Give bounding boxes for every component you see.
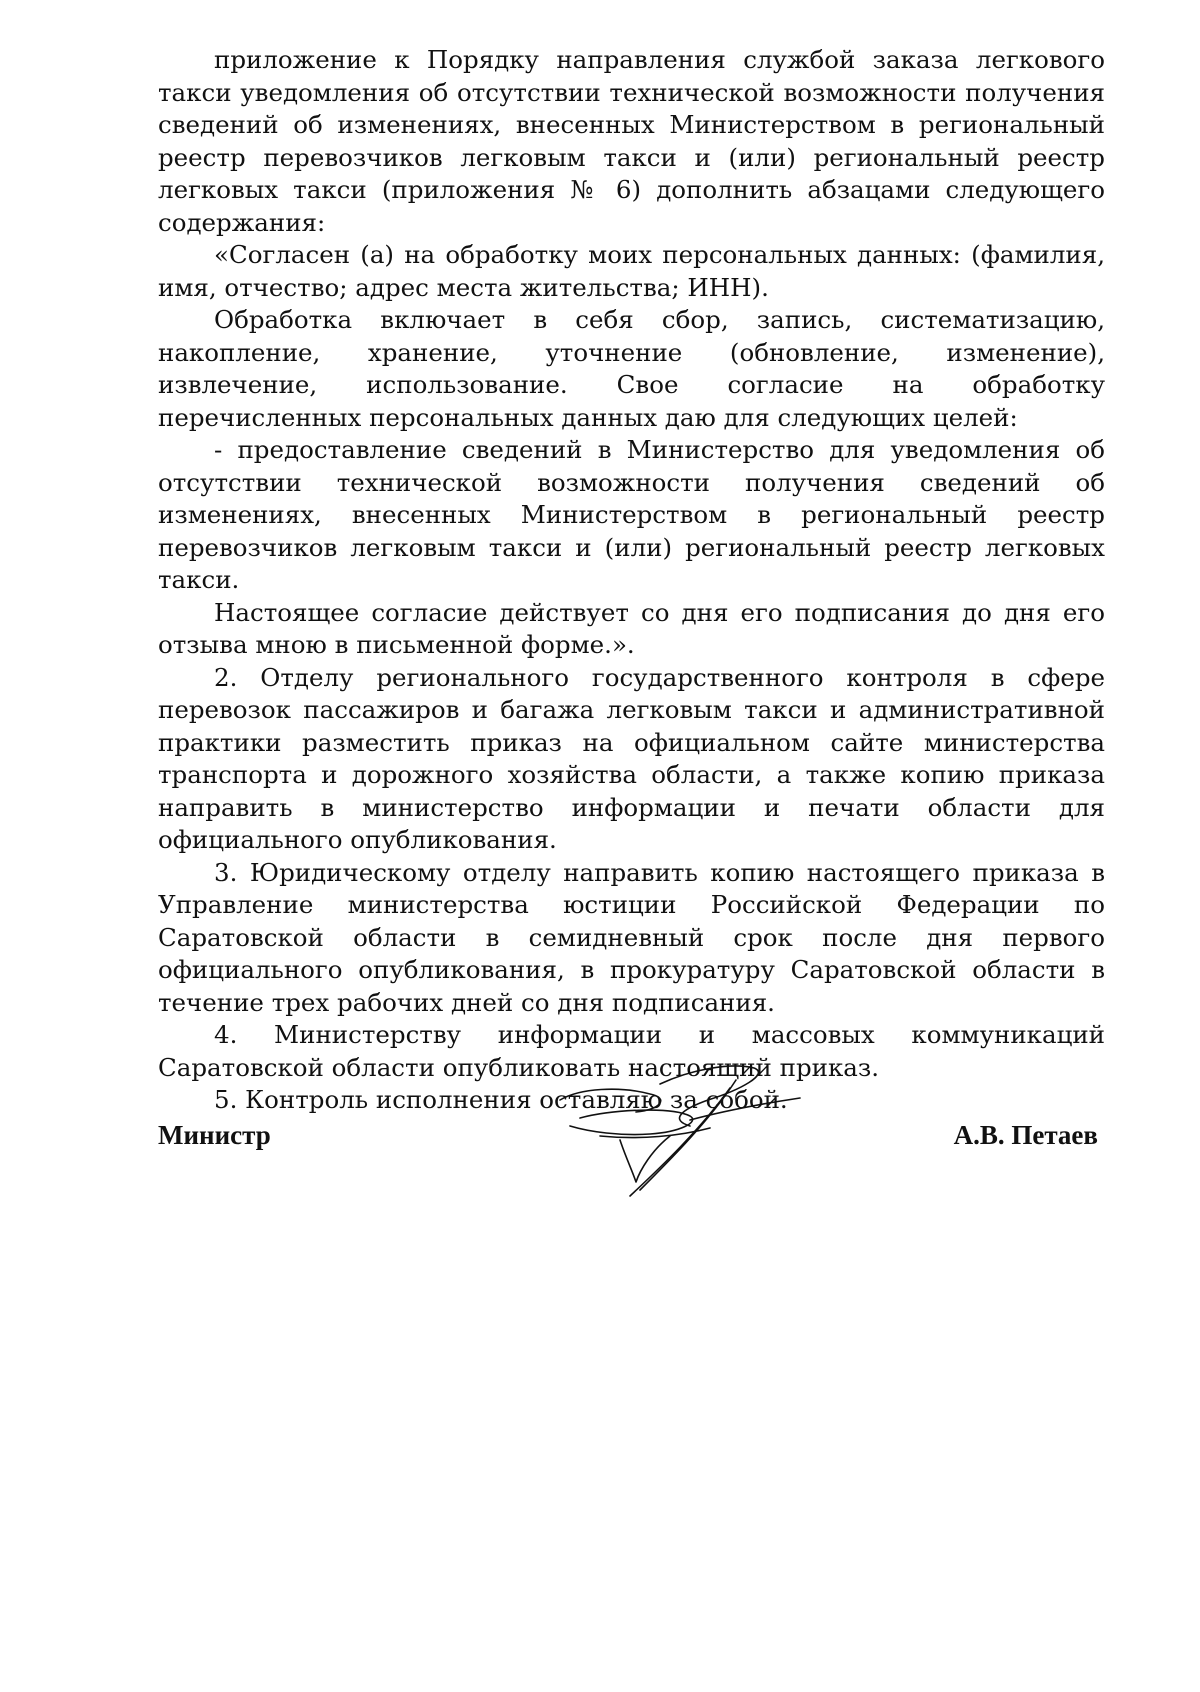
paragraph-item-3: 3. Юридическому отделу направить копию настоящего приказа в Управление министерства юстиции Российской Федерации по Саратовской области в семидневный срок после дня первого официального опубликования, в прокуратуру Саратовской области в течение трех рабочих дней со дня подписания. — [158, 857, 1105, 1017]
paragraph-item-5: 5. Контроль исполнения оставляю за собой. — [214, 1085, 788, 1114]
paragraph-item-2: 2. Отделу регионального государственного контроля в сфере перевозок пассажиров и багажа легковым такси и административной практики разместить приказ на официальном сайте министерства транспорта и дорожного хозяйства области, а также копию приказа направить в министерство информации и печати области для официального опубликования. — [158, 662, 1105, 854]
paragraph-item-4: 4. Министерству информации и массовых коммуникаций Саратовской области опубликовать настоящий приказ. — [158, 1020, 1105, 1082]
paragraph-processing-scope: Обработка включает в себя сбор, запись, систематизацию, накопление, хранение, уточнение (обновление, изменение), извлечение, использование. Свое согласие на обработку перечисленных персональных данных даю для следующих целей: — [158, 305, 1105, 432]
paragraph-consent-statement: «Согласен (а) на обработку моих персональных данных: (фамилия, имя, отчество; адрес места жительства; ИНН). — [158, 240, 1105, 302]
paragraph-appendix-amendment: приложение к Порядку направления службой заказа легкового такси уведомления об отсутствии технической возможности получения сведений об изменениях, внесенных Министерством в региональный реестр перевозчиков легковым такси и (или) региональный реестр легковых такси (приложения № 6) дополнить абзацами следующего содержания: — [158, 45, 1105, 237]
paragraph-processing-purpose: - предоставление сведений в Министерство для уведомления об отсутствии технической возможности получения сведений об изменениях, внесенных Министерством в региональный реестр перевозчиков легковым такси и (или) региональный реестр легковых такси. — [158, 435, 1105, 594]
document-body — [158, 44, 1105, 1117]
signatory-title: Министр — [158, 1120, 271, 1150]
signatory-name: А.В. Петаев — [953, 1120, 1098, 1150]
paragraph-consent-validity: Настоящее согласие действует со дня его подписания до дня его отзыва мною в письменной форме.». — [158, 597, 1105, 659]
handwritten-signature-icon — [540, 1040, 820, 1200]
